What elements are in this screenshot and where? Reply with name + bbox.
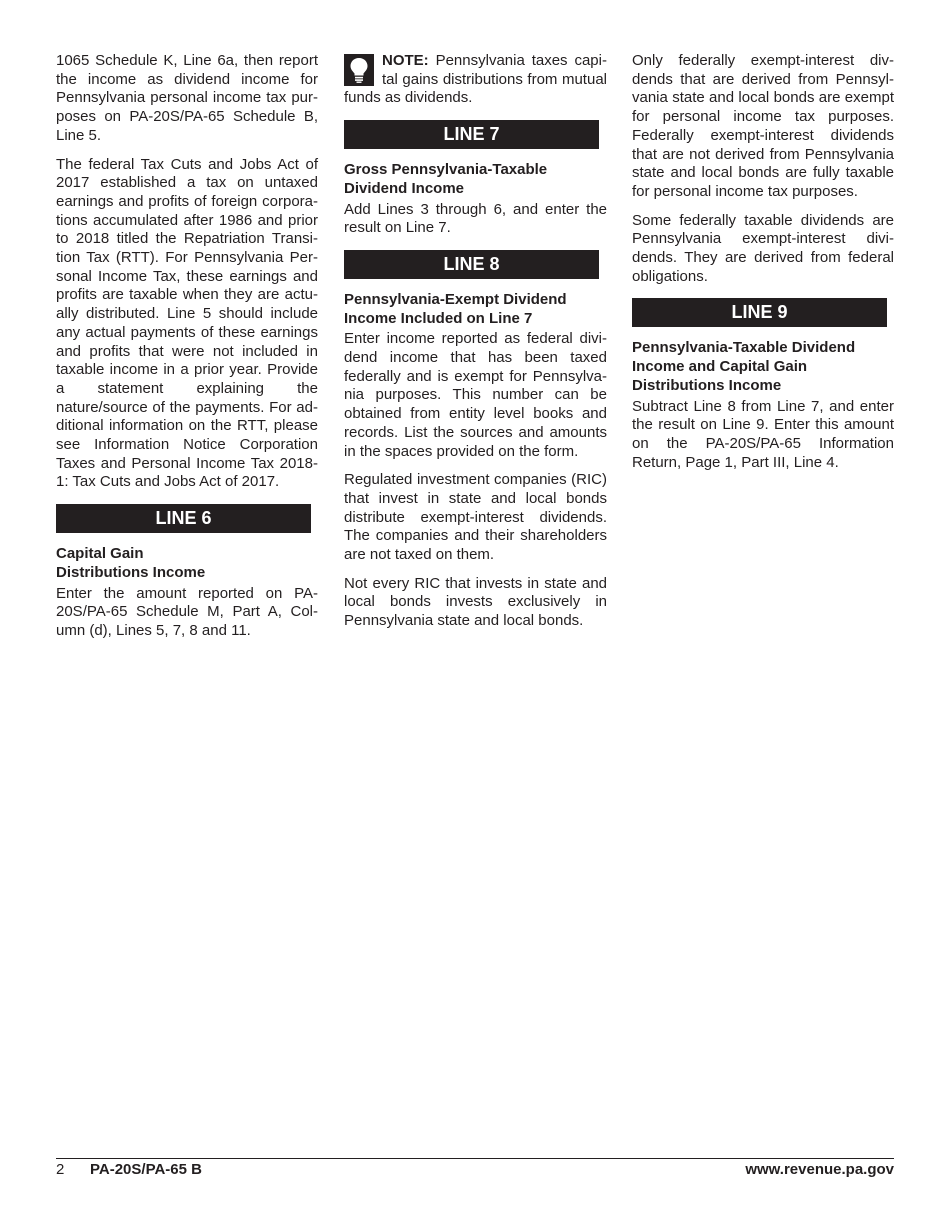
line-8-paragraph-1: Enter income reported as federal dividend income that has been taxed federally and is exempt for Pennsylvania purposes. This number can be obtained from entity level books and records. List the sources and amounts in the spaces provided on the form.: [344, 330, 607, 460]
note-text: Pennsylvania taxes capital gains distributions from mutual funds as dividends.: [344, 52, 607, 107]
footer-divider: [56, 1158, 894, 1159]
column-1: [56, 52, 318, 651]
line-8-paragraph-2: Regulated investment companies (RIC) that invest in state and local bonds distribute exempt-interest dividends. The companies and their shareholders are not taxed on them.: [344, 471, 607, 564]
line-7-title-b: Dividend Income: [344, 179, 465, 197]
line-8-title-b: Income Included on Line 7: [344, 309, 533, 327]
line-6-title: [56, 545, 318, 582]
paragraph-exempt-interest: Only federally exempt-interest divdends that are derived from Pennsylvania state and local bonds are exempt for personal income tax purposes. Federally exempt-interest dividends that are not derived from Pennsylvania state and local bonds are fully taxable for personal income tax purposes.: [632, 52, 894, 200]
line-7-header: LINE 7: [344, 120, 599, 149]
note-box: [344, 52, 607, 108]
line-9-title-b: Income and Capital Gain: [632, 358, 808, 376]
note-label: NOTE:: [382, 52, 429, 69]
line-8-title-a: Pennsylvania-Exempt Dividend: [344, 290, 567, 308]
line-9-title: [632, 339, 894, 395]
line-7-title-a: Gross Pennsylvania-Taxable: [344, 161, 548, 179]
line-8-paragraph-3: Not every RIC that invests in state and local bonds invests exclusively in Pennsylvania state and local bonds.: [344, 574, 607, 630]
column-2: [344, 52, 607, 641]
line-8-header: LINE 8: [344, 250, 599, 279]
paragraph-rtt: The federal Tax Cuts and Jobs Act of 2017 established a tax on untaxed earnings and profits of foreign corporations accumulated after 1986 and prior to 2018 titled the Repatriation Transition Tax (RTT). For Pennsylvania Personal Income Tax, these earnings and profits are taxable when they are actually distributed. Line 5 should include any actual payments of these earnings and profits that were not included in taxable income in a prior year. Provide a statement explaining the nature/source of the payments. For additional information on the RTT, please see Information Notice Corporation Taxes and Personal Income Tax 2018-1: Tax Cuts and Jobs Act of 2017.: [56, 155, 318, 491]
line-9-header: LINE 9: [632, 298, 887, 327]
page-footer: [56, 1161, 894, 1179]
column-3: [632, 52, 894, 482]
line-6-header: LINE 6: [56, 504, 311, 533]
line-6-body: Enter the amount reported on PA-20S/PA-65 Schedule M, Part A, Column (d), Lines 5, 7, 8 and 11.: [56, 584, 318, 639]
paragraph-schedule-k: 1065 Schedule K, Line 6a, then report the income as dividend income for Pennsylvania personal income tax purposes on PA-20S/PA-65 Schedule B, Line 5.: [56, 52, 318, 144]
line-7-title: [344, 161, 607, 198]
line-9-body: Subtract Line 8 from Line 7, and enter the result on Line 9. Enter this amount on the PA-20S/PA-65 Information Return, Page 1, Part III, Line 4.: [632, 397, 894, 471]
line-6-title-a: Capital Gain: [56, 545, 144, 563]
line-9-title-c: Distributions Income: [632, 376, 782, 394]
page-number: 2: [56, 1161, 65, 1178]
line-6-title-b: Distributions Income: [56, 563, 206, 581]
form-name: PA-20S/PA-65 B: [90, 1161, 202, 1178]
paragraph-federal-obligations: Some federally taxable dividends are Pennsylvania exempt-interest dividends. They are derived from federal obligations.: [632, 211, 894, 285]
line-8-title: [344, 291, 607, 328]
line-9-title-a: Pennsylvania-Taxable Dividend: [632, 339, 856, 357]
line-7-body: Add Lines 3 through 6, and enter the result on Line 7.: [344, 200, 607, 237]
lightbulb-icon: [344, 54, 374, 86]
website-url[interactable]: www.revenue.pa.gov: [745, 1161, 894, 1178]
